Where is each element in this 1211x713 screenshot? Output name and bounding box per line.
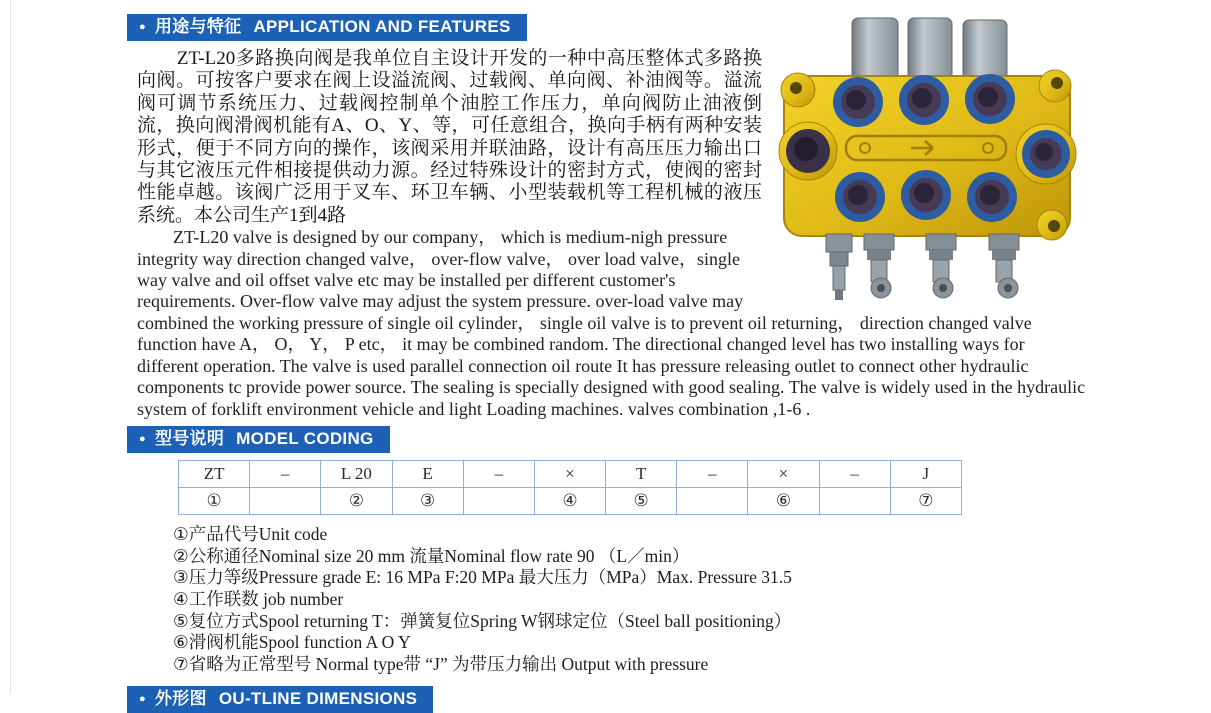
digit-cell: ④ xyxy=(534,487,605,514)
outline-title-zh: 外形图 xyxy=(154,688,207,708)
bullet-icon: ● xyxy=(139,692,146,705)
digit-cell: ③ xyxy=(392,487,463,514)
code-cell: – xyxy=(463,460,534,487)
section-banner-model-coding xyxy=(127,426,390,453)
model-coding-notes xyxy=(173,524,1088,676)
note-item: ②公称通径Nominal size 20 mm 流量Nominal flow rate 90 （L／min） xyxy=(173,545,690,566)
code-cell: × xyxy=(748,460,819,487)
digit-cell xyxy=(250,487,321,514)
digit-cell: ⑤ xyxy=(606,487,677,514)
model-coding-table xyxy=(178,460,962,515)
digit-cell: ⑦ xyxy=(890,487,961,514)
note-item: ⑤复位方式Spool returning T：弹簧复位Spring W钢球定位（Steel ball positioning） xyxy=(173,610,792,631)
digit-cell: ⑥ xyxy=(748,487,819,514)
note-item: ④工作联数 job number xyxy=(173,589,344,610)
code-cell: E xyxy=(392,460,463,487)
digit-cell xyxy=(819,487,890,514)
code-cell: × xyxy=(534,460,605,487)
pilot-caps xyxy=(852,18,1007,82)
valve-photo-illustration xyxy=(776,16,1088,304)
section-banner-outline xyxy=(127,686,433,713)
code-cell: – xyxy=(677,460,748,487)
model-code-row xyxy=(179,460,962,487)
outline-header-row xyxy=(127,686,1088,713)
digit-cell xyxy=(463,487,534,514)
code-cell: J xyxy=(890,460,961,487)
code-cell: – xyxy=(250,460,321,487)
model-coding-title-zh: 型号说明 xyxy=(154,428,225,448)
code-cell: – xyxy=(819,460,890,487)
features-title-en: APPLICATION AND FEATURES xyxy=(253,17,511,36)
model-coding-title-en: MODEL CODING xyxy=(236,428,374,448)
note-item: ③压力等级Pressure grade E: 16 MPa F:20 MPa 最大压力（MPa）Max. Pressure 31.5 xyxy=(173,567,792,588)
section-banner-features xyxy=(127,14,527,41)
bullet-icon: ● xyxy=(139,21,146,33)
features-title-zh: 用途与特征 xyxy=(154,17,242,36)
digit-cell: ② xyxy=(321,487,392,514)
features-paragraph-en: ZT-L20 valve is designed by our company， which is medium-nigh pressure integrity way direction changed valve， over-flow valve， over load valve，single way valve and oil offset valve etc may be installed per different customer's requirements. Over-flow valve may adjust the system pressure. over-load valve may combined the working pressure of single oil cylinder， single oil valve is to prevent oil returning， direction changed valve function have A， O， Y， P etc， it may be combined random. The directional changed level has two installing ways for different operation. The valve is used parallel connection oil route It has pressure releasing outlet to connect other hydraulic components tc provide power source. The sealing is specially designed with good sealing. The valve is widely used in the hydraulic system of forklift environment vehicle and light Loading machines. valves combination ,1-6 . xyxy=(137,227,1086,419)
features-paragraph-zh: ZT-L20多路换向阀是我单位自主设计开发的一种中高压整体式多路换向阀。可按客户要求在阀上设溢流阀、过载阀、单向阀、补油阀等。溢流阀可调节系统压力、过载阀控制单个油腔工作压力，单向阀防止油液倒流，换向阀滑阀机能有A、O、Y、等，可任意组合，换向手柄有两种安装形式，便于不同方向的操作，该阀采用并联油路，设计有高压压力输出口与其它液压元件相接提供动力源。经过特殊设计的密封方式，使阀的密封性能卓越。该阀广泛用于叉车、环卫车辆、小型装载机等工程机械的液压系统。本公司生产1到4路 xyxy=(137,48,762,226)
note-item: ⑦省略为正常型号 Normal type带 “J” 为带压力输出 Output with pressure xyxy=(173,654,709,675)
bullet-icon: ● xyxy=(139,432,146,445)
note-item: ①产品代号Unit code xyxy=(173,523,328,544)
outline-title-en: OU-TLINE DIMENSIONS xyxy=(218,688,418,708)
code-cell: ZT xyxy=(179,460,250,487)
digit-cell: ① xyxy=(179,487,250,514)
model-coding-header-row xyxy=(127,426,1088,453)
digit-cell xyxy=(677,487,748,514)
note-item: ⑥滑阀机能Spool function A O Y xyxy=(173,632,411,653)
features-body xyxy=(137,48,1088,420)
product-photo xyxy=(776,16,1088,304)
code-cell: L 20 xyxy=(321,460,392,487)
spool-rods xyxy=(826,234,1019,300)
code-cell: T xyxy=(606,460,677,487)
digit-key-row xyxy=(179,487,962,514)
